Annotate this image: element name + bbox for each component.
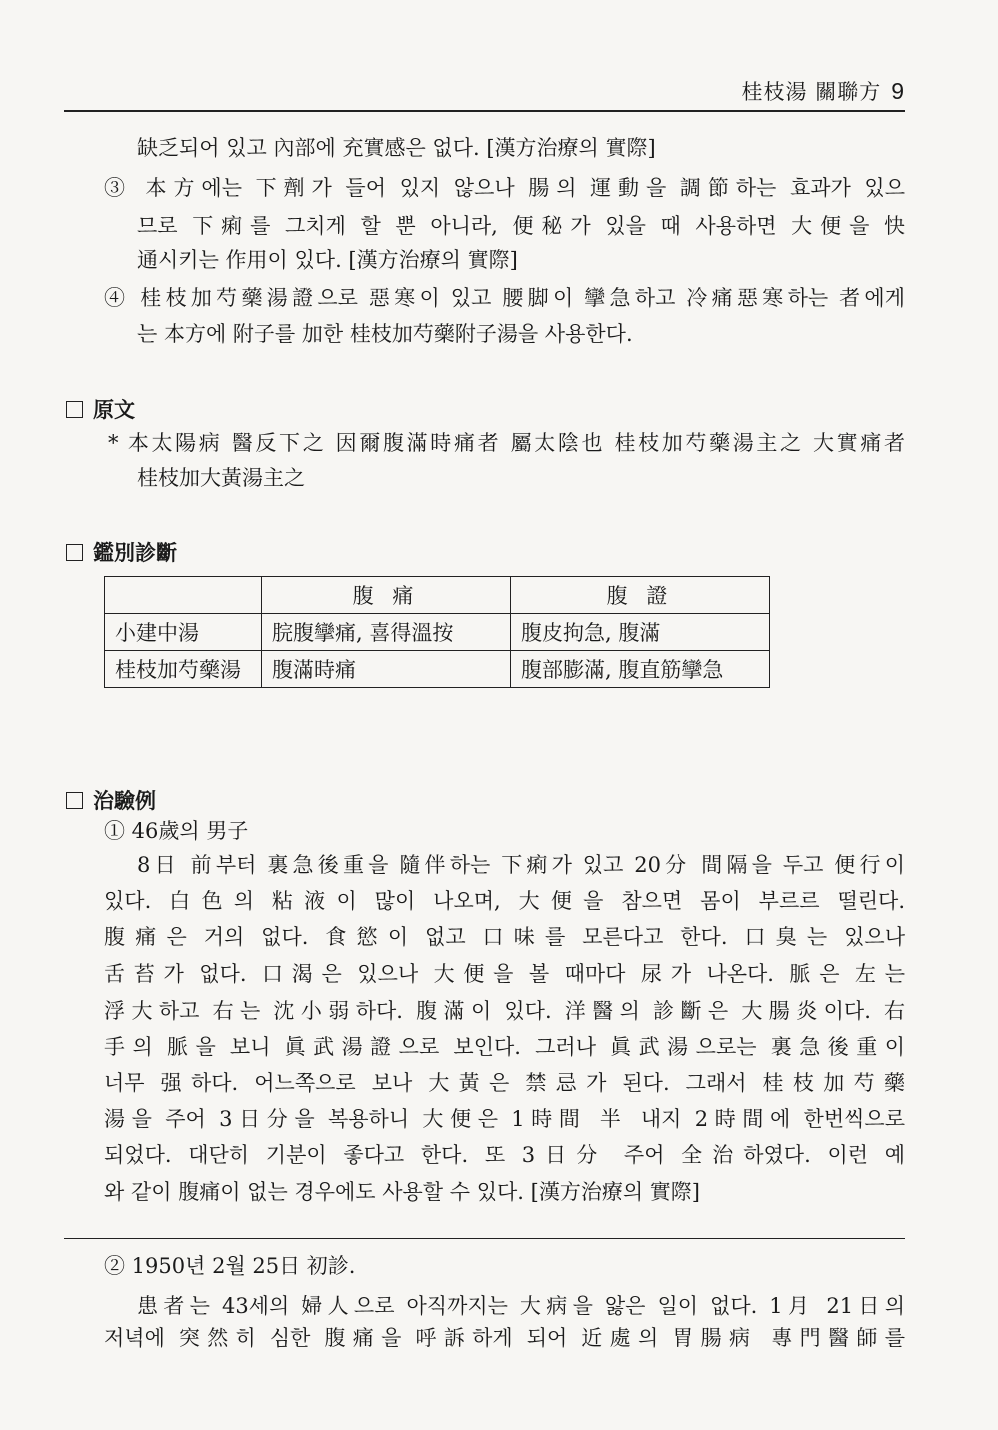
table-header-cell: 腹 痛 bbox=[262, 577, 511, 614]
section-title: 鑑別診斷 bbox=[93, 541, 177, 565]
section-heading-original bbox=[66, 394, 135, 424]
running-header bbox=[0, 76, 905, 106]
case-text-line: 8日 前부터 裏急後重을 隨伴하는 下痢가 있고 20分 間隔을 두고 便行이 bbox=[137, 853, 905, 877]
case-text-line: 있다. 白色의 粘液이 많이 나오며, 大便을 참으면 몸이 부르르 떨린다. bbox=[104, 889, 905, 913]
table-row bbox=[105, 614, 770, 651]
case-text-line: 너무 强하다. 어느쪽으로 보나 大黃은 禁忌가 된다. 그래서 桂枝加芍藥 bbox=[104, 1071, 905, 1095]
case-text-line: 저녁에 突然히 심한 腹痛을 呼訴하게 되어 近處의 胃腸病 專門醫師를 bbox=[104, 1326, 905, 1350]
checkbox-square-icon bbox=[66, 401, 83, 418]
table-row bbox=[105, 651, 770, 688]
original-text-line: * 本太陽病 醫反下之 因爾腹滿時痛者 屬太陰也 桂枝加芍藥湯主之 大實痛者 bbox=[108, 431, 905, 455]
section-heading-cases bbox=[66, 785, 156, 815]
intro-line: 는 本方에 附子를 加한 桂枝加芍藥附子湯을 사용한다. bbox=[137, 322, 633, 346]
table-cell: 腹部膨滿, 腹直筋攣急 bbox=[511, 651, 770, 688]
table-cell: 脘腹攣痛, 喜得溫按 bbox=[262, 614, 511, 651]
differential-table bbox=[104, 576, 770, 688]
checkbox-square-icon bbox=[66, 792, 83, 809]
table-cell: 腹皮拘急, 腹滿 bbox=[511, 614, 770, 651]
checkbox-square-icon bbox=[66, 544, 83, 561]
original-text-line: 桂枝加大黃湯主之 bbox=[137, 466, 305, 490]
intro-line: 通시키는 作用이 있다. [漢方治療의 實際] bbox=[137, 248, 518, 272]
table-header-row bbox=[105, 577, 770, 614]
case-heading: ② 1950년 2월 25日 初診. bbox=[104, 1254, 356, 1278]
case-text-line: 되었다. 대단히 기분이 좋다고 한다. 또 3日分 주어 全治하였다. 이런 예 bbox=[104, 1143, 905, 1167]
header-title: 桂枝湯 關聯方 bbox=[741, 80, 882, 104]
intro-line: ④ 桂枝加芍藥湯證으로 惡寒이 있고 腰脚이 攣急하고 冷痛惡寒하는 者에게 bbox=[104, 286, 905, 310]
case-text-line: 手의 脈을 보니 眞武湯證으로 보인다. 그러나 眞武湯으로는 裏急後重이 bbox=[104, 1035, 905, 1059]
table-header-cell: 腹 證 bbox=[511, 577, 770, 614]
table-cell: 小建中湯 bbox=[105, 614, 262, 651]
section-title: 原文 bbox=[93, 398, 135, 422]
table-header-cell bbox=[105, 577, 262, 614]
section-divider bbox=[64, 1238, 905, 1239]
case-text-line: 舌苔가 없다. 口渴은 있으나 大便을 볼 때마다 尿가 나온다. 脈은 左는 bbox=[104, 962, 905, 986]
case-text-line: 浮大하고 右는 沈小弱하다. 腹滿이 있다. 洋醫의 診斷은 大腸炎이다. 右 bbox=[104, 999, 905, 1023]
case-text-line: 患者는 43세의 婦人으로 아직까지는 大病을 앓은 일이 없다. 1月 21日의 bbox=[137, 1294, 905, 1318]
section-title: 治驗例 bbox=[93, 789, 156, 813]
intro-line: 缺乏되어 있고 內部에 充實感은 없다. [漢方治療의 實際] bbox=[137, 136, 656, 160]
table-cell: 腹滿時痛 bbox=[262, 651, 511, 688]
section-heading-differential bbox=[66, 537, 177, 567]
case-text-line: 湯을 주어 3日分을 복용하니 大便은 1時間 半 내지 2時間에 한번씩으로 bbox=[104, 1107, 905, 1131]
case-text-line: 와 같이 腹痛이 없는 경우에도 사용할 수 있다. [漢方治療의 實際] bbox=[104, 1180, 700, 1204]
table-cell: 桂枝加芍藥湯 bbox=[105, 651, 262, 688]
intro-line: 므로 下痢를 그치게 할 뿐 아니라, 便秘가 있을 때 사용하면 大便을 快 bbox=[137, 214, 905, 238]
intro-line: ③ 本方에는 下劑가 들어 있지 않으나 腸의 運動을 調節하는 효과가 있으 bbox=[104, 176, 905, 200]
header-rule bbox=[64, 110, 905, 112]
case-text-line: 腹痛은 거의 없다. 食慾이 없고 口味를 모른다고 한다. 口臭는 있으나 bbox=[104, 925, 905, 949]
page-number: 9 bbox=[891, 78, 905, 104]
case-heading: ① 46歲의 男子 bbox=[104, 819, 249, 843]
